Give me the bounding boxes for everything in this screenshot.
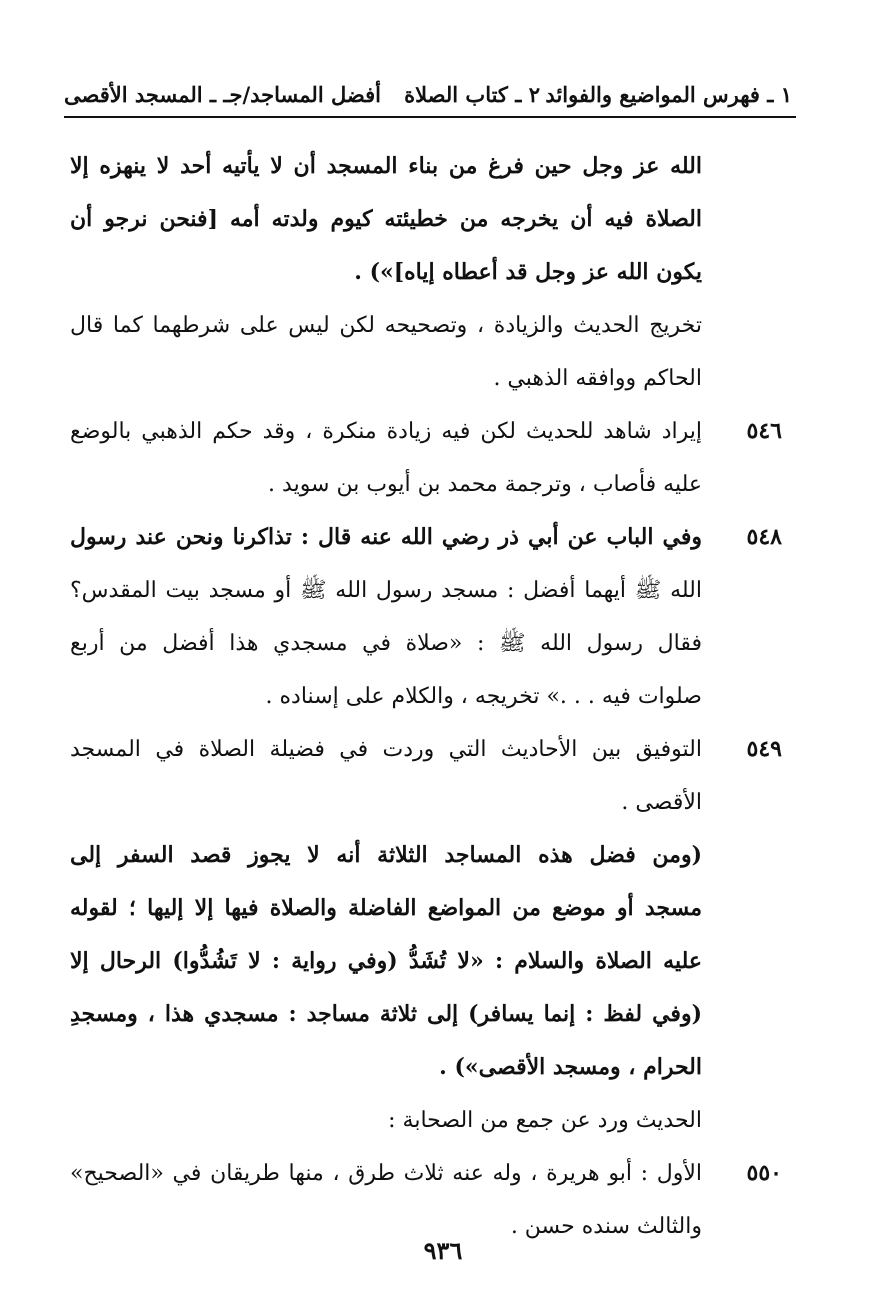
text-line <box>70 1147 790 1200</box>
text-line <box>70 670 790 723</box>
text-line <box>70 617 790 670</box>
entry-number: ٥٤٨ <box>746 524 782 550</box>
line-text: والثالث سنده حسن . <box>510 1214 702 1239</box>
header-book-title: ٢ ـ كتاب الصلاة <box>404 82 540 107</box>
text-line <box>70 458 790 511</box>
text-line <box>70 1041 790 1094</box>
line-text: مسجد أو موضع من المواضع الفاضلة والصلاة فيها إلا إليها ؛ لقوله <box>70 895 702 921</box>
line-text: الحاكم ووافقه الذهبي . <box>493 366 702 391</box>
line-text: يكون الله عز وجل قد أعطاه إياه]») . <box>354 259 702 285</box>
header-section-index: ١ ـ فهرس المواضيع والفوائد <box>545 82 792 107</box>
text-line <box>70 299 790 352</box>
line-text: (ومن فضل هذه المساجد الثلاثة أنه لا يجوز قصد السفر إلى <box>70 842 702 868</box>
text-line <box>70 882 790 935</box>
text-line <box>70 246 790 299</box>
text-line <box>70 564 790 617</box>
line-text: إيراد شاهد للحديث لكن فيه زيادة منكرة ، وقد حكم الذهبي بالوضع <box>70 419 702 444</box>
line-text: صلوات فيه . . .» تخريجه ، والكلام على إسناده . <box>265 684 702 709</box>
text-line <box>70 776 790 829</box>
header-topic: أفضل المساجد/جـ ـ المسجد الأقصى <box>64 82 381 107</box>
line-text: عليه فأصاب ، وترجمة محمد بن أيوب بن سويد . <box>268 472 702 497</box>
text-line <box>70 1094 790 1147</box>
page-body <box>70 140 790 1253</box>
line-text: الصلاة فيه أن يخرجه من خطيئته كيوم ولدته أمه [فنحن نرجو أن <box>70 206 702 232</box>
line-text: الله ﷺ أيهما أفضل : مسجد رسول الله ﷺ أو مسجد بيت المقدس؟ <box>70 578 702 603</box>
text-line <box>70 935 790 988</box>
page-number: ٩٣٦ <box>423 1236 463 1265</box>
line-text: (وفي لفظ : إنما يسافر) إلى ثلاثة مساجد : مسجدي هذا ، ومسجدِ <box>70 1001 702 1027</box>
text-line <box>70 829 790 882</box>
line-text: عليه الصلاة والسلام : «لا تُشَدُّ (وفي رواية : لا تَشُدُّوا) الرحال إلا <box>70 948 702 974</box>
running-header <box>64 78 792 112</box>
line-text: الحديث ورد عن جمع من الصحابة : <box>388 1108 702 1133</box>
line-text: الحرام ، ومسجد الأقصى») . <box>439 1054 702 1080</box>
header-rule <box>64 116 796 118</box>
entry-number: ٥٤٦ <box>746 418 782 444</box>
line-text: الأقصى . <box>621 790 702 815</box>
line-text: الله عز وجل حين فرغ من بناء المسجد أن لا يأتيه أحد لا ينهزه إلا <box>70 153 702 179</box>
line-text: وفي الباب عن أبي ذر رضي الله عنه قال : تذاكرنا ونحن عند رسول <box>70 524 702 550</box>
line-text: التوفيق بين الأحاديث التي وردت في فضيلة الصلاة في المسجد <box>70 737 702 762</box>
text-line <box>70 352 790 405</box>
text-line <box>70 405 790 458</box>
text-line <box>70 193 790 246</box>
text-line <box>70 511 790 564</box>
text-line <box>70 723 790 776</box>
text-line <box>70 140 790 193</box>
line-text: الأول : أبو هريرة ، وله عنه ثلاث طرق ، منها طريقان في «الصحيح» <box>70 1161 702 1186</box>
line-text: تخريج الحديث والزيادة ، وتصحيحه لكن ليس على شرطهما كما قال <box>70 313 702 338</box>
line-text: فقال رسول الله ﷺ : «صلاة في مسجدي هذا أفضل من أربع <box>70 631 702 656</box>
entry-number: ٥٥٠ <box>746 1160 782 1186</box>
text-line <box>70 988 790 1041</box>
entry-number: ٥٤٩ <box>746 736 782 762</box>
